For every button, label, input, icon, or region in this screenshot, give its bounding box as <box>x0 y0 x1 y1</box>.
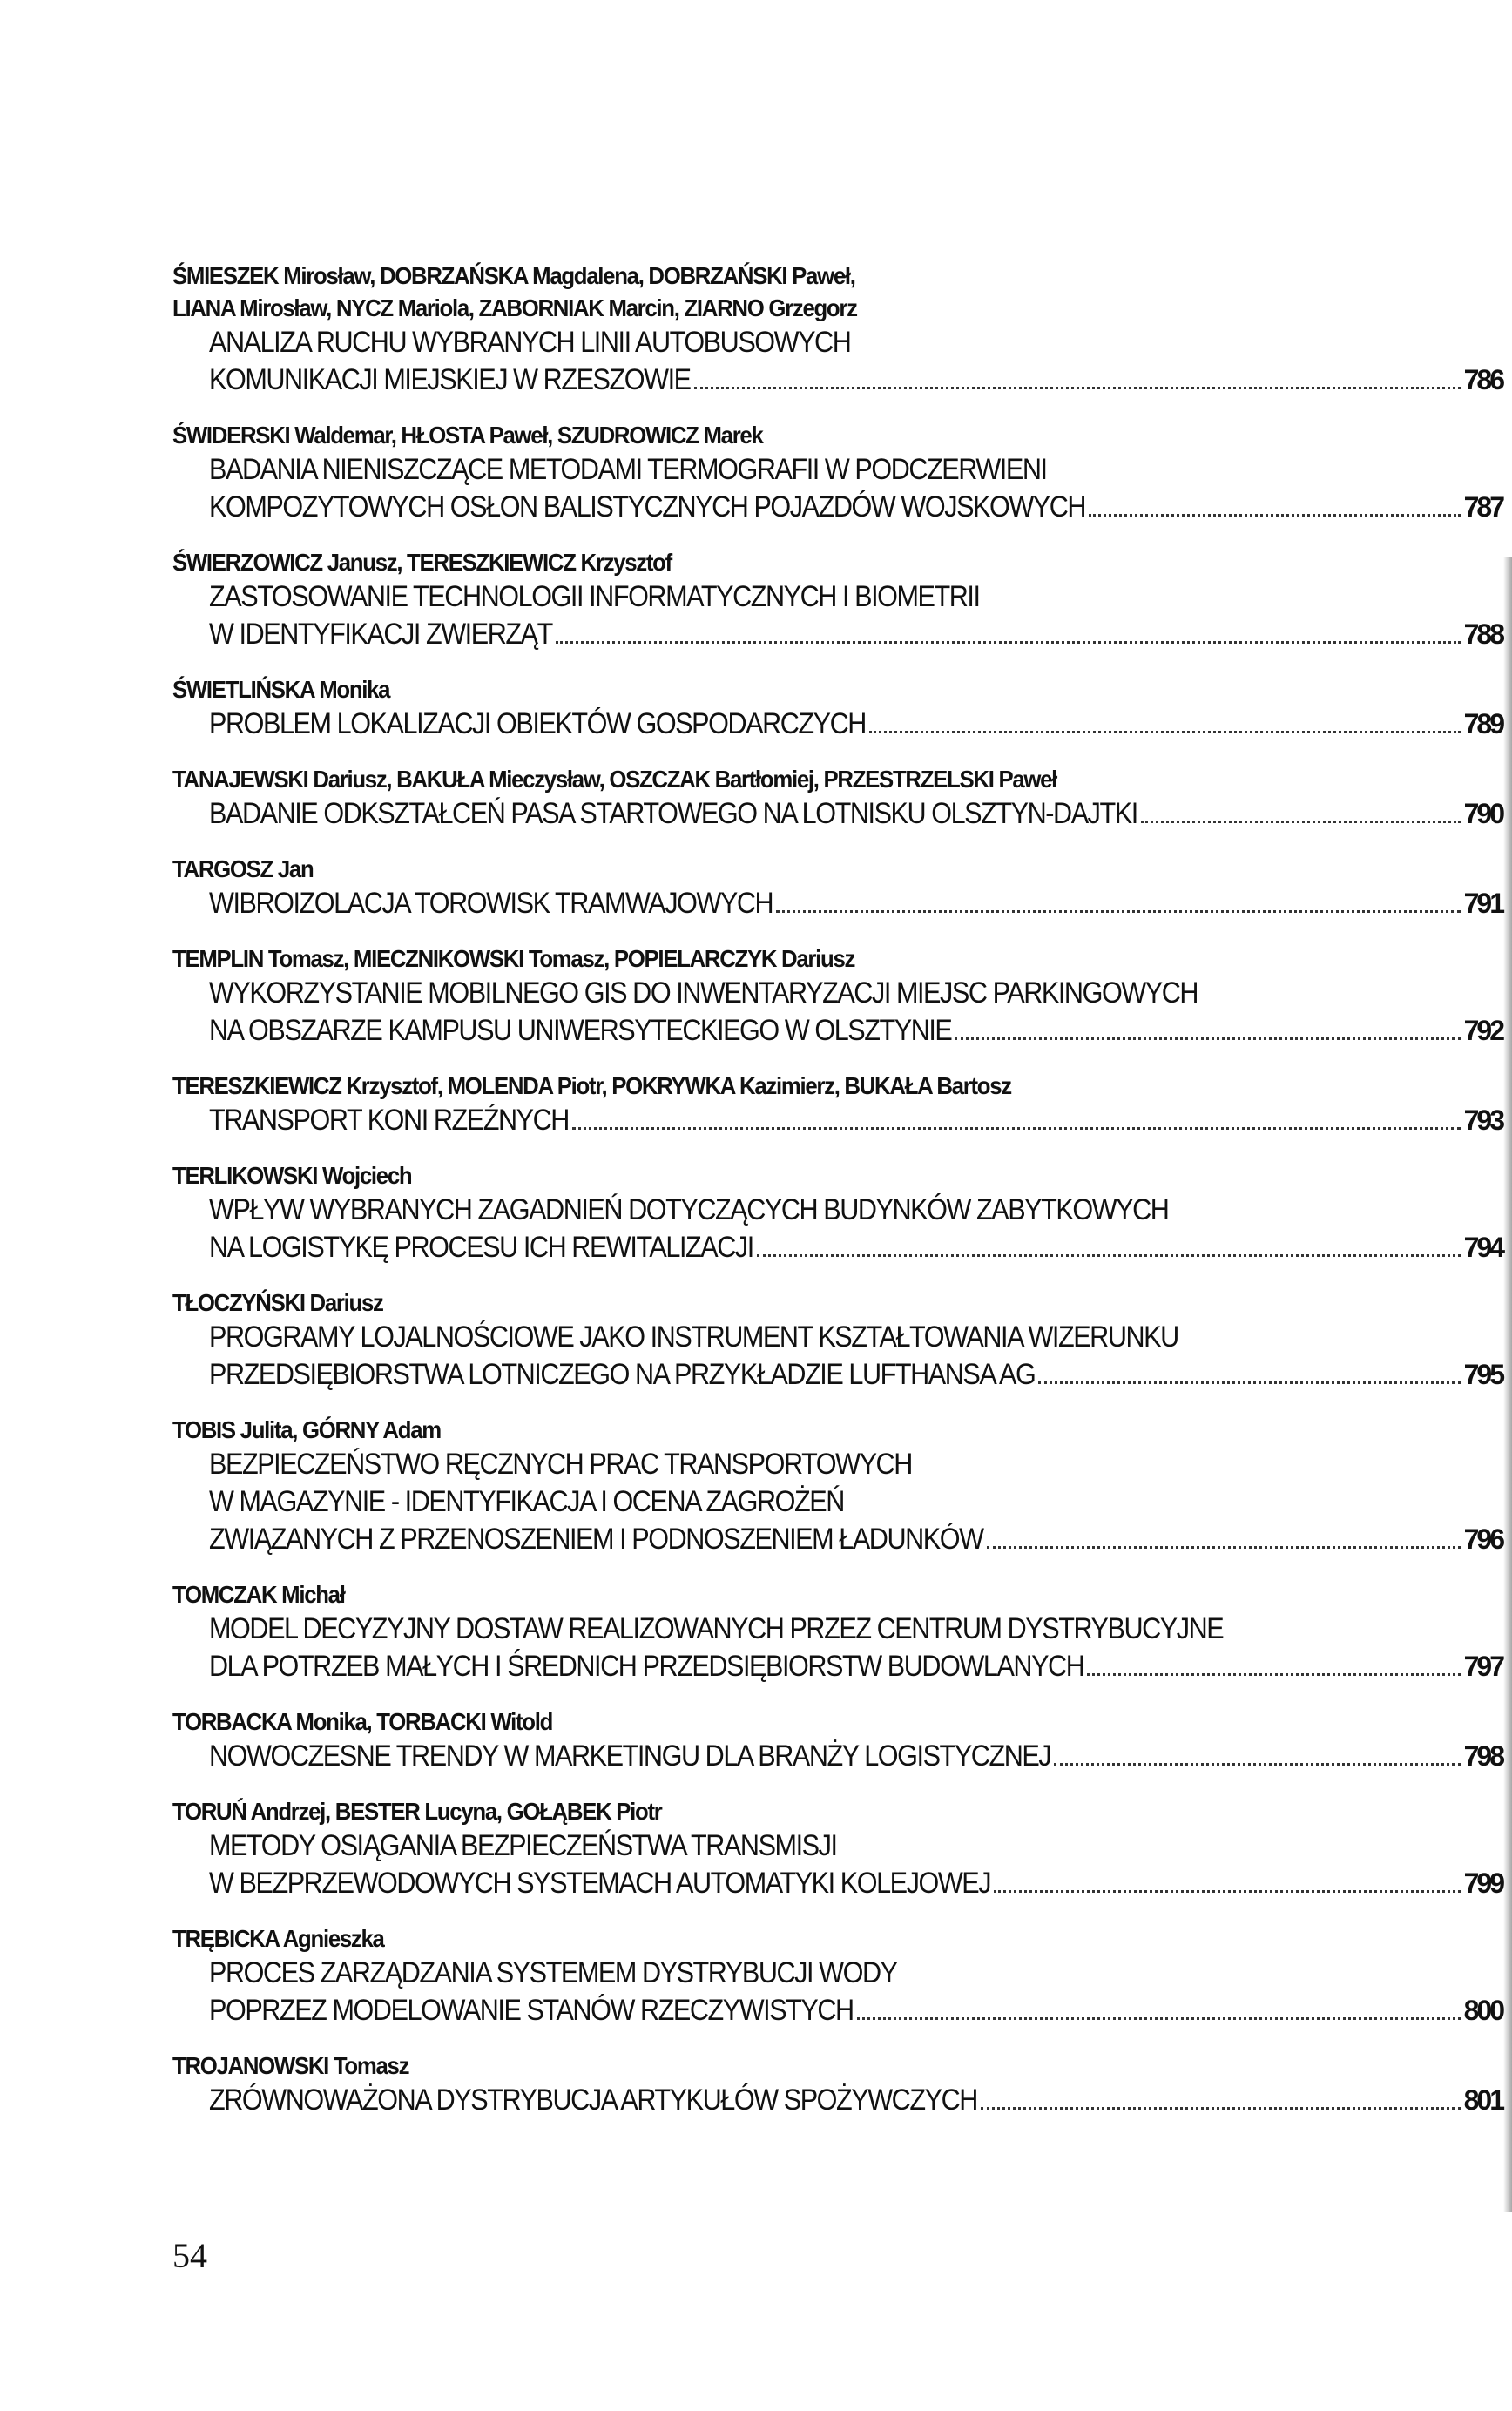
entry-authors: TŁOCZYŃSKI Dariusz <box>172 1289 383 1316</box>
entry-authors: TANAJEWSKI Dariusz, BAKUŁA Mieczysław, OSZCZAK Bartłomiej, PRZESTRZELSKI Paweł <box>172 766 1057 793</box>
title-line: WYKORZYSTANIE MOBILNEGO GIS DO INWENTARYZACJI MIEJSC PARKINGOWYCH <box>209 976 1198 1010</box>
entry-title <box>172 1192 1509 1266</box>
title-line-with-page <box>209 1229 1502 1266</box>
title-line-with-page <box>209 1738 1502 1775</box>
title-line-text: TRANSPORT KONI RZEŹNYCH <box>209 1104 569 1137</box>
toc-entry <box>172 546 1509 653</box>
entry-page-number: 796 <box>1463 1523 1502 1555</box>
title-line-with-page <box>209 1521 1502 1558</box>
page-number: 54 <box>172 2236 207 2275</box>
entry-authors: TROJANOWSKI Tomasz <box>172 2052 409 2079</box>
toc-entry <box>172 1795 1509 1902</box>
toc-entry <box>172 673 1509 743</box>
title-line-with-page <box>209 1012 1502 1050</box>
title-line: METODY OSIĄGANIA BEZPIECZEŃSTWA TRANSMISJI <box>209 1829 837 1862</box>
dot-leader <box>556 641 1461 644</box>
dot-leader <box>869 731 1461 733</box>
title-line: ANALIZA RUCHU WYBRANYCH LINII AUTOBUSOWYCH <box>209 326 851 359</box>
toc-entry <box>172 1159 1509 1266</box>
title-line-text: BADANIE ODKSZTAŁCEŃ PASA STARTOWEGO NA LOTNISKU OLSZTYN-DAJTKI <box>209 797 1137 830</box>
toc-entry <box>172 2050 1509 2119</box>
entry-page-number: 801 <box>1463 2084 1502 2116</box>
title-line-text: KOMPOZYTOWYCH OSŁON BALISTYCZNYCH POJAZDÓW WOJSKOWYCH <box>209 490 1086 523</box>
entry-title <box>172 1102 1509 1139</box>
entry-authors: TERESZKIEWICZ Krzysztof, MOLENDA Piotr, POKRYWKA Kazimierz, BUKAŁA Bartosz <box>172 1072 1011 1099</box>
entry-page-number: 791 <box>1463 888 1502 919</box>
page-edge-shadow <box>1503 557 1512 2212</box>
entry-title <box>172 1446 1509 1558</box>
dot-leader <box>1054 1763 1460 1766</box>
title-line-text: WIBROIZOLACJA TOROWISK TRAMWAJOWYCH <box>209 887 773 920</box>
title-line-with-page <box>209 489 1502 526</box>
entry-page-number: 800 <box>1463 1995 1502 2026</box>
title-line-text: KOMUNIKACJI MIEJSKIEJ W RZESZOWIE <box>209 363 691 396</box>
entry-authors: ŚWIERZOWICZ Janusz, TERESZKIEWICZ Krzysztof <box>172 549 672 576</box>
title-line-with-page <box>209 1648 1502 1685</box>
toc-entry <box>172 853 1509 922</box>
title-line-with-page <box>209 1102 1502 1139</box>
entry-title <box>172 1611 1509 1685</box>
entry-authors: ŚWIETLIŃSKA Monika <box>172 676 390 703</box>
entry-authors: TOBIS Julita, GÓRNY Adam <box>172 1416 441 1443</box>
title-line: BEZPIECZEŃSTWO RĘCZNYCH PRAC TRANSPORTOWYCH <box>209 1448 912 1481</box>
toc-entry <box>172 1414 1509 1558</box>
dot-leader <box>694 387 1461 389</box>
entry-title <box>172 975 1509 1050</box>
title-line: PROCES ZARZĄDZANIA SYSTEMEM DYSTRYBUCJI WODY <box>209 1956 897 1989</box>
table-of-contents <box>172 260 1509 2139</box>
title-line-with-page <box>209 361 1502 399</box>
entry-authors-continued: LIANA Mirosław, NYCZ Mariola, ZABORNIAK Marcin, ZIARNO Grzegorz <box>172 294 857 321</box>
entry-page-number: 790 <box>1463 798 1502 829</box>
entry-title <box>172 324 1509 399</box>
toc-entry <box>172 419 1509 526</box>
title-line-with-page <box>209 616 1502 653</box>
entry-title <box>172 451 1509 526</box>
entry-title <box>172 885 1509 922</box>
title-line-with-page <box>209 885 1502 922</box>
title-line-with-page <box>209 706 1502 743</box>
entry-page-number: 795 <box>1463 1359 1502 1390</box>
dot-leader <box>1087 1673 1460 1676</box>
title-line-text: NOWOCZESNE TRENDY W MARKETINGU DLA BRANŻY LOGISTYCZNEJ <box>209 1739 1051 1773</box>
title-line-text: NA OBSZARZE KAMPUSU UNIWERSYTECKIEGO W OLSZTYNIE <box>209 1014 952 1047</box>
title-line-text: POPRZEZ MODELOWANIE STANÓW RZECZYWISTYCH <box>209 1994 854 2027</box>
title-line-text: W IDENTYFIKACJI ZWIERZĄT <box>209 618 552 651</box>
title-line-text: PROBLEM LOKALIZACJI OBIEKTÓW GOSPODARCZYCH <box>209 707 866 740</box>
toc-entry <box>172 1070 1509 1139</box>
dot-leader <box>994 1890 1460 1893</box>
title-line: WPŁYW WYBRANYCH ZAGADNIEŃ DOTYCZĄCYCH BUDYNKÓW ZABYTKOWYCH <box>209 1193 1169 1226</box>
dot-leader <box>981 2107 1461 2110</box>
title-line-with-page <box>209 1865 1502 1902</box>
entry-authors: TORBACKA Monika, TORBACKI Witold <box>172 1708 553 1735</box>
entry-title <box>172 706 1509 743</box>
entry-page-number: 787 <box>1463 491 1502 523</box>
entry-title <box>172 1319 1509 1394</box>
title-line-with-page <box>209 1356 1502 1394</box>
title-line-text: DLA POTRZEB MAŁYCH I ŚREDNICH PRZEDSIĘBIORSTW BUDOWLANYCH <box>209 1650 1084 1683</box>
entry-authors: TARGOSZ Jan <box>172 855 314 882</box>
entry-page-number: 786 <box>1463 364 1502 395</box>
title-line-text: ZRÓWNOWAŻONA DYSTRYBUCJA ARTYKUŁÓW SPOŻYWCZYCH <box>209 2083 977 2117</box>
dot-leader <box>776 910 1460 913</box>
entry-authors: ŚMIESZEK Mirosław, DOBRZAŃSKA Magdalena, DOBRZAŃSKI Paweł, <box>172 262 855 289</box>
title-line: MODEL DECYZYJNY DOSTAW REALIZOWANYCH PRZEZ CENTRUM DYSTRYBUCYJNE <box>209 1612 1224 1645</box>
entry-title <box>172 1955 1509 2029</box>
entry-page-number: 798 <box>1463 1740 1502 1772</box>
entry-authors: TOMCZAK Michał <box>172 1581 345 1608</box>
title-line-text: ZWIĄZANYCH Z PRZENOSZENIEM I PODNOSZENIEM ŁADUNKÓW <box>209 1523 983 1556</box>
entry-title <box>172 795 1509 833</box>
dot-leader <box>572 1127 1461 1130</box>
entry-title <box>172 1738 1509 1775</box>
title-line: W MAGAZYNIE - IDENTYFIKACJA I OCENA ZAGROŻEŃ <box>209 1485 844 1518</box>
title-line: PROGRAMY LOJALNOŚCIOWE JAKO INSTRUMENT KSZTAŁTOWANIA WIZERUNKU <box>209 1320 1178 1354</box>
entry-authors: TORUŃ Andrzej, BESTER Lucyna, GOŁĄBEK Piotr <box>172 1798 662 1825</box>
title-line-text: NA LOGISTYKĘ PROCESU ICH REWITALIZACJI <box>209 1231 753 1264</box>
dot-leader <box>987 1546 1461 1549</box>
dot-leader <box>757 1254 1461 1257</box>
toc-entry <box>172 942 1509 1050</box>
title-line: ZASTOSOWANIE TECHNOLOGII INFORMATYCZNYCH I BIOMETRII <box>209 580 980 613</box>
entry-authors: ŚWIDERSKI Waldemar, HŁOSTA Paweł, SZUDROWICZ Marek <box>172 422 763 449</box>
entry-title <box>172 1827 1509 1902</box>
entry-title <box>172 2082 1509 2119</box>
entry-page-number: 793 <box>1463 1104 1502 1136</box>
title-line-with-page <box>209 1992 1502 2029</box>
toc-entry <box>172 260 1509 399</box>
entry-authors: TEMPLIN Tomasz, MIECZNIKOWSKI Tomasz, POPIELARCZYK Dariusz <box>172 945 855 972</box>
entry-page-number: 792 <box>1463 1015 1502 1046</box>
entry-page-number: 789 <box>1463 708 1502 740</box>
toc-entry <box>172 1578 1509 1685</box>
toc-entry <box>172 1287 1509 1394</box>
entry-authors: TRĘBICKA Agnieszka <box>172 1925 384 1952</box>
entry-page-number: 799 <box>1463 1867 1502 1899</box>
dot-leader <box>1038 1381 1460 1384</box>
entry-title <box>172 578 1509 653</box>
entry-page-number: 788 <box>1463 618 1502 650</box>
dot-leader <box>1141 821 1461 823</box>
title-line-text: W BEZPRZEWODOWYCH SYSTEMACH AUTOMATYKI KOLEJOWEJ <box>209 1867 991 1900</box>
title-line-text: PRZEDSIĘBIORSTWA LOTNICZEGO NA PRZYKŁADZIE LUFTHANSA AG <box>209 1358 1036 1391</box>
title-line-with-page <box>209 795 1502 833</box>
dot-leader <box>1089 514 1461 517</box>
toc-entry <box>172 1705 1509 1775</box>
entry-page-number: 794 <box>1463 1232 1502 1263</box>
title-line: BADANIA NIENISZCZĄCE METODAMI TERMOGRAFII W PODCZERWIENI <box>209 453 1047 486</box>
dot-leader <box>955 1037 1460 1040</box>
toc-entry <box>172 763 1509 833</box>
dot-leader <box>857 2017 1461 2020</box>
entry-authors: TERLIKOWSKI Wojciech <box>172 1162 412 1189</box>
entry-page-number: 797 <box>1463 1651 1502 1682</box>
toc-entry <box>172 1922 1509 2029</box>
title-line-with-page <box>209 2082 1502 2119</box>
